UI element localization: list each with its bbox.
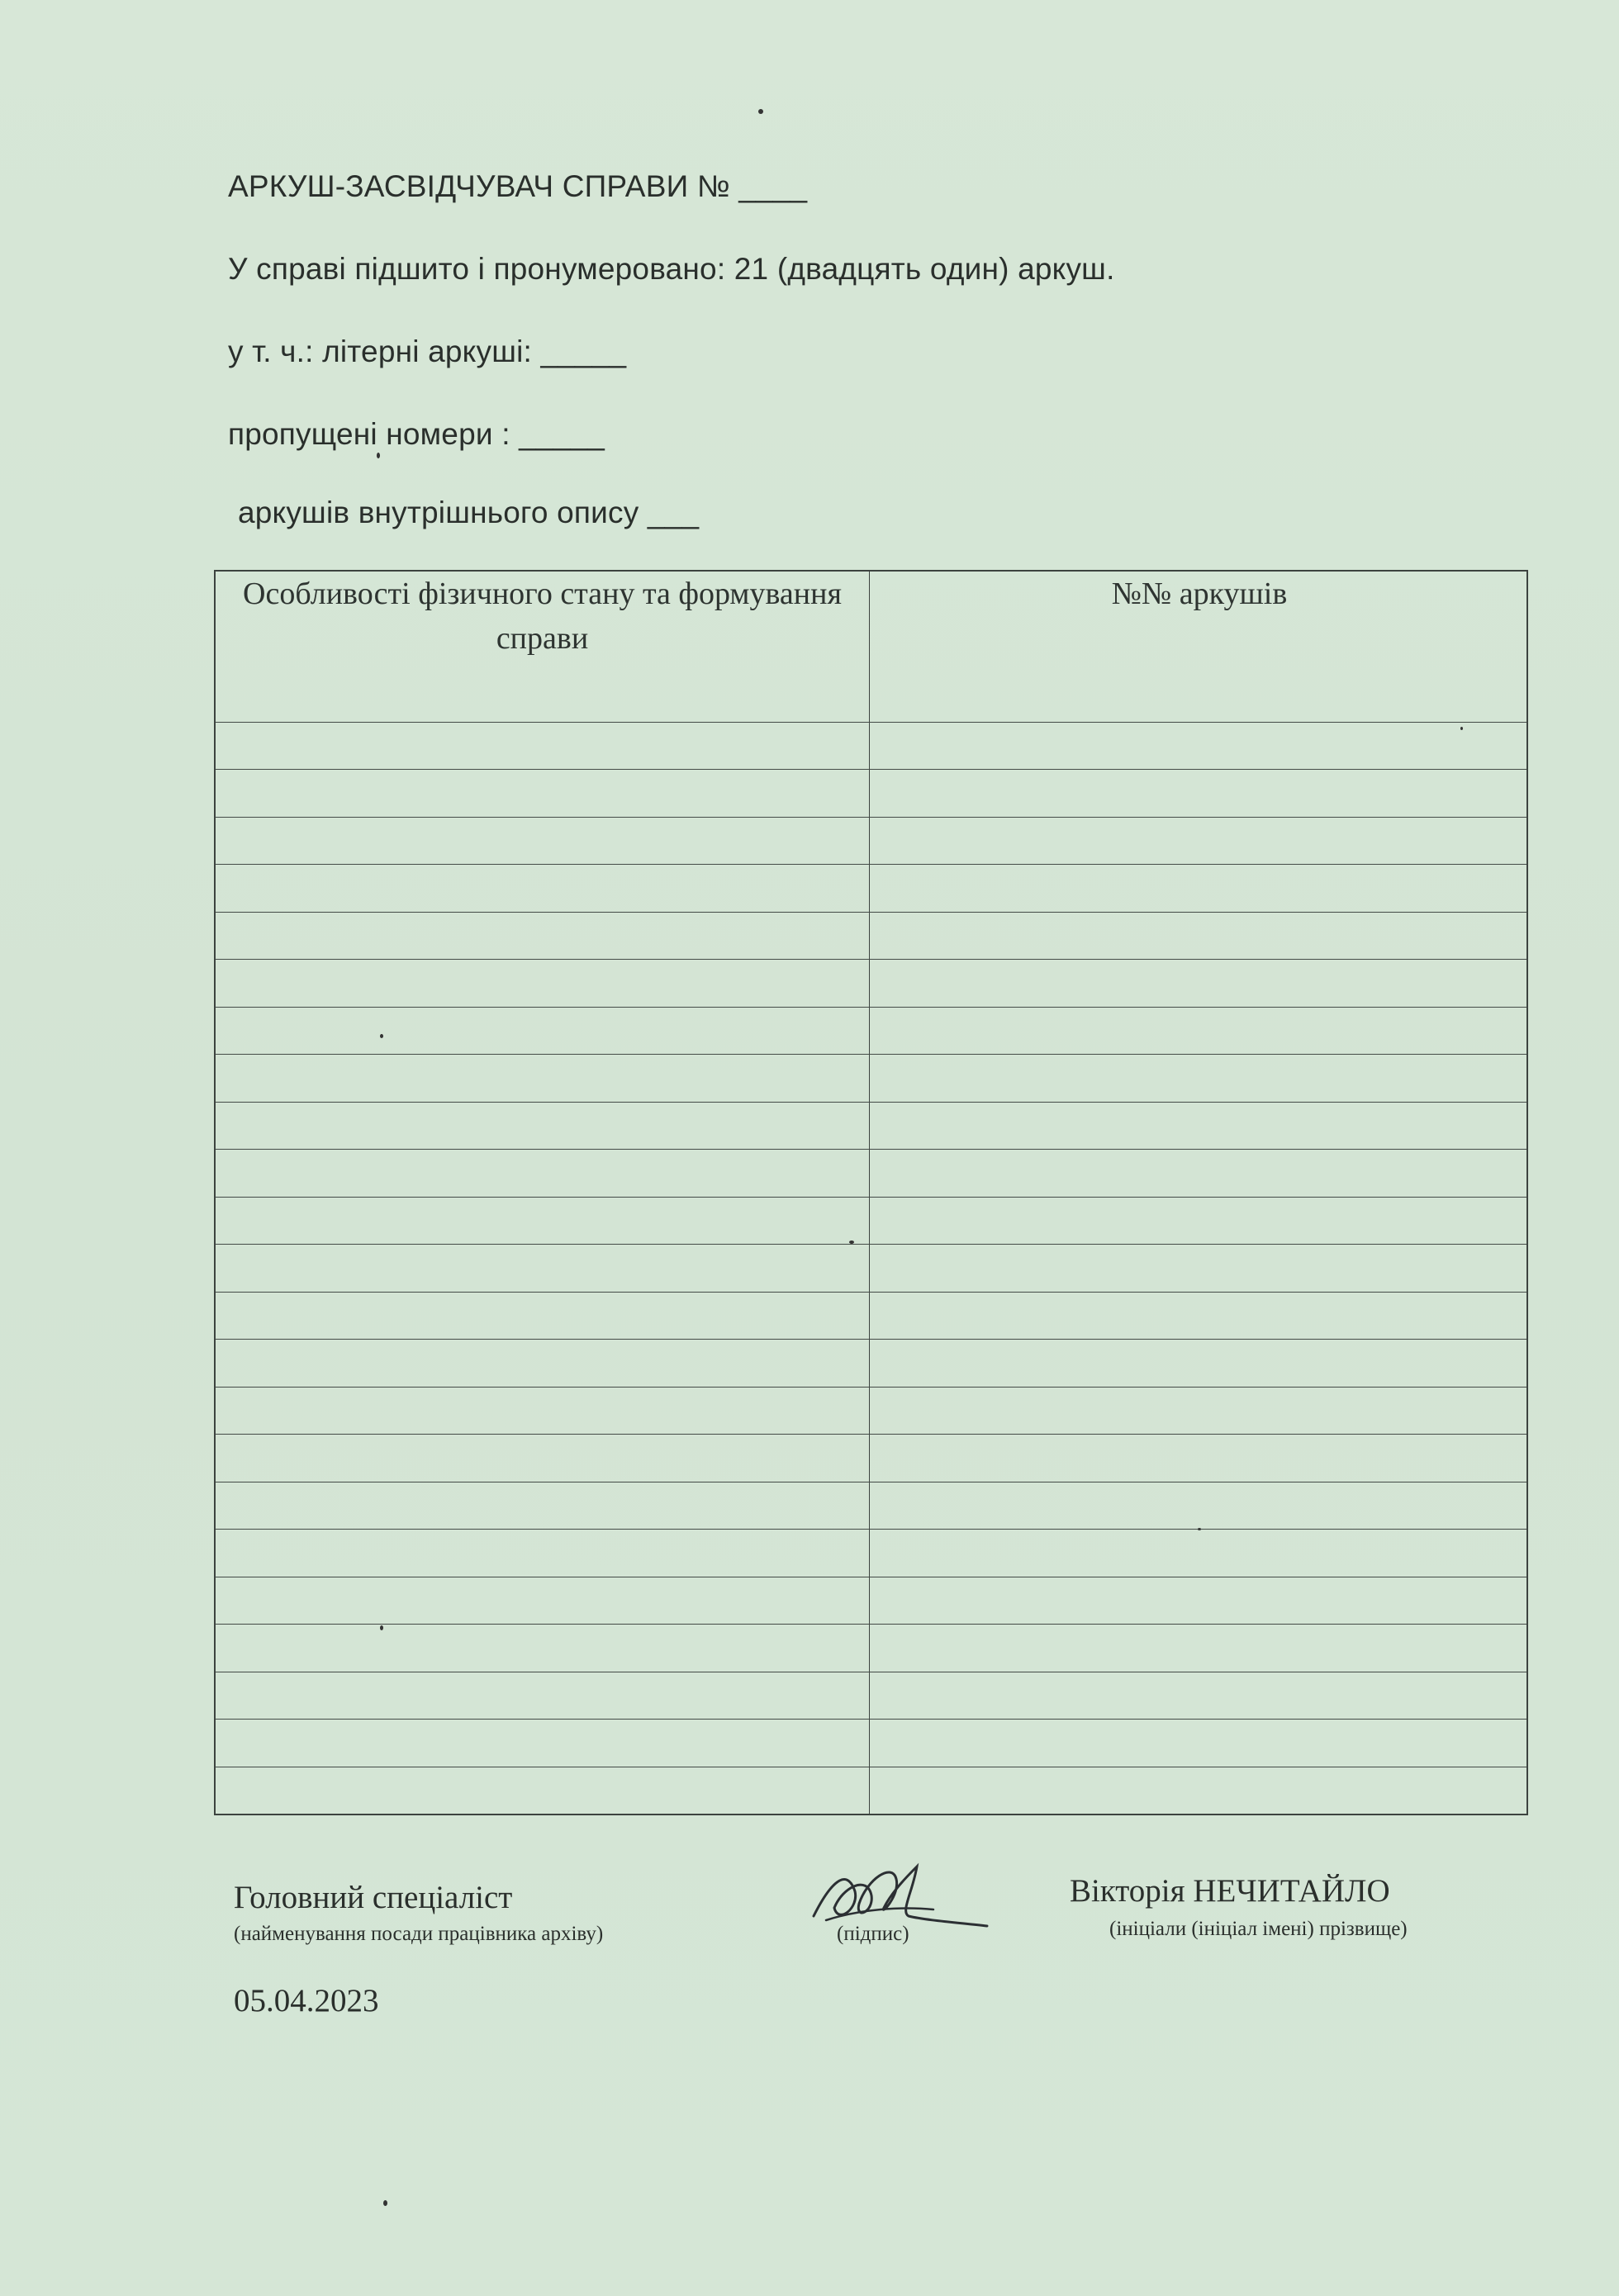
letter-pages-line: у т. ч.: літерні аркуші: _____ bbox=[228, 334, 627, 368]
paper-speck bbox=[380, 1034, 383, 1038]
table-row-line bbox=[216, 817, 1526, 818]
paper-speck bbox=[380, 1625, 383, 1630]
table-column-divider bbox=[869, 572, 870, 1814]
table-header-sheet-numbers: №№ аркушів bbox=[1111, 576, 1288, 611]
physical-state-table bbox=[214, 570, 1528, 1815]
table-header-condition: Особливості фізичного стану та формування справи bbox=[243, 576, 842, 656]
signer-name-caption: (ініціали (ініціал імені) прізвище) bbox=[1109, 1918, 1408, 1940]
paper-speck bbox=[383, 2200, 387, 2206]
table-row-line bbox=[216, 1387, 1526, 1388]
table-row-line bbox=[216, 1244, 1526, 1245]
signer-name: Вікторія НЕЧИТАЙЛО bbox=[1070, 1873, 1390, 1909]
pages-count-line: У справі підшито і пронумеровано: 21 (двадцять один) аркуш. bbox=[228, 252, 1115, 286]
table-row-line bbox=[216, 722, 1526, 723]
paper-speck bbox=[1460, 727, 1463, 730]
table-row-line bbox=[216, 864, 1526, 865]
table-row-line bbox=[216, 1434, 1526, 1435]
table-row-line bbox=[216, 1054, 1526, 1055]
table-row-line bbox=[216, 1102, 1526, 1103]
table-row-line bbox=[216, 1719, 1526, 1720]
table-row-line bbox=[216, 769, 1526, 770]
position-caption: (найменування посади працівника архіву) bbox=[234, 1923, 604, 1945]
missing-numbers-line: пропущені номери : _____ bbox=[228, 417, 605, 451]
paper-speck bbox=[1198, 1528, 1201, 1530]
position-title: Головний спеціаліст bbox=[234, 1880, 513, 1915]
table-row-line bbox=[216, 1197, 1526, 1198]
table-row-line bbox=[216, 1007, 1526, 1008]
paper-speck bbox=[377, 453, 380, 458]
inner-inventory-line: аркушів внутрішнього опису ___ bbox=[238, 496, 700, 529]
signature-caption: (підпис) bbox=[837, 1923, 909, 1945]
table-row-line bbox=[216, 1339, 1526, 1340]
table-row-line bbox=[216, 1529, 1526, 1530]
table-row-line bbox=[216, 1292, 1526, 1293]
sheet-title: АРКУШ-ЗАСВІДЧУВАЧ СПРАВИ № ____ bbox=[228, 169, 808, 203]
table-row-line bbox=[216, 912, 1526, 913]
table-row-line bbox=[216, 1624, 1526, 1625]
paper-speck bbox=[849, 1241, 854, 1244]
table-row-line bbox=[216, 1149, 1526, 1150]
document-date: 05.04.2023 bbox=[234, 1983, 379, 2018]
table-row-line bbox=[216, 959, 1526, 960]
paper-speck bbox=[758, 109, 763, 114]
